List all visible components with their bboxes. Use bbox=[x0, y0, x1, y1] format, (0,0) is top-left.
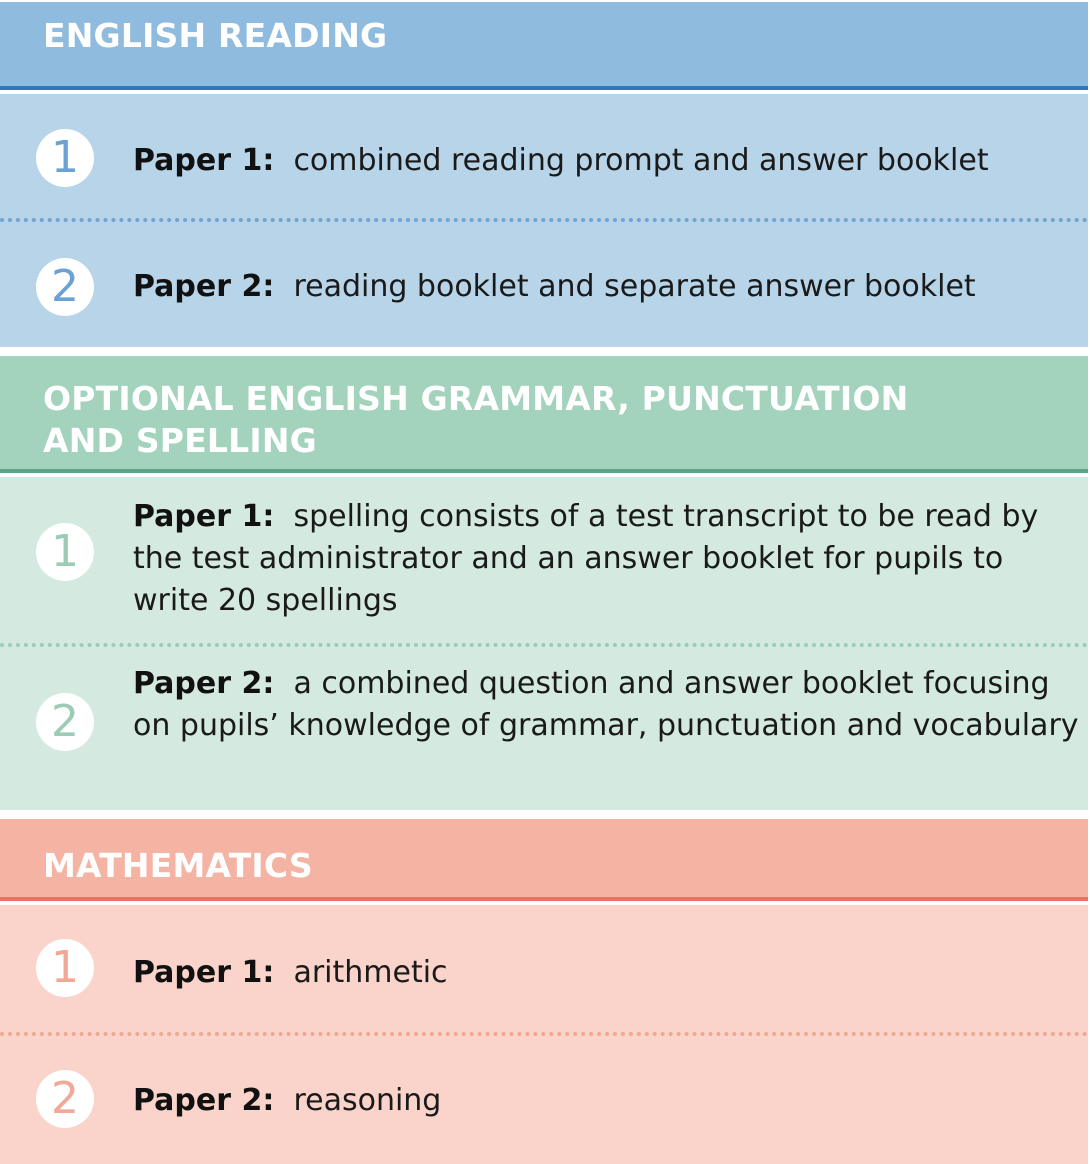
paper-description: reasoning bbox=[293, 1083, 442, 1118]
list-item bbox=[0, 1036, 1088, 1164]
number-badge bbox=[36, 939, 94, 997]
list-item bbox=[0, 222, 1088, 347]
badge-number: 1 bbox=[51, 132, 79, 183]
badge-number: 1 bbox=[51, 526, 79, 577]
section-header bbox=[0, 2, 1088, 90]
section-header bbox=[0, 356, 1088, 473]
paper-description: combined reading prompt and answer booklet bbox=[293, 143, 989, 178]
list-item bbox=[0, 905, 1088, 1032]
badge-number: 2 bbox=[51, 696, 79, 747]
list-item bbox=[0, 647, 1088, 810]
paper-label: Paper 1: bbox=[133, 499, 275, 534]
section-grammar-punctuation-spelling bbox=[0, 356, 1088, 810]
paper-label: Paper 1: bbox=[133, 143, 275, 178]
section-body bbox=[0, 94, 1088, 347]
section-mathematics bbox=[0, 819, 1088, 1164]
badge-number: 2 bbox=[51, 261, 79, 312]
paper-label: Paper 2: bbox=[133, 666, 275, 701]
number-badge bbox=[36, 693, 94, 751]
section-title: MATHEMATICS bbox=[43, 846, 313, 885]
number-badge bbox=[36, 258, 94, 316]
paper-description: spelling consists of a test transcript to be read by the test administrator and an answer booklet for pupils to write 20 spellings bbox=[133, 499, 1039, 618]
paper-description: a combined question and answer booklet focusing on pupils’ knowledge of grammar, punctuation and vocabulary bbox=[133, 666, 1079, 743]
section-body bbox=[0, 477, 1088, 810]
paper-description: arithmetic bbox=[293, 955, 448, 990]
paper-label: Paper 2: bbox=[133, 269, 275, 304]
badge-number: 1 bbox=[51, 942, 79, 993]
number-badge bbox=[36, 523, 94, 581]
section-title-line1: OPTIONAL ENGLISH GRAMMAR, PUNCTUATION bbox=[43, 379, 909, 418]
paper-label: Paper 2: bbox=[133, 1083, 275, 1118]
paper-label: Paper 1: bbox=[133, 955, 275, 990]
badge-number: 2 bbox=[51, 1073, 79, 1124]
number-badge bbox=[36, 129, 94, 187]
section-english-reading bbox=[0, 2, 1088, 347]
paper-description: reading booklet and separate answer booklet bbox=[293, 269, 976, 304]
section-title: ENGLISH READING bbox=[43, 16, 388, 55]
section-title-line2: AND SPELLING bbox=[43, 421, 317, 460]
number-badge bbox=[36, 1070, 94, 1128]
section-body bbox=[0, 905, 1088, 1164]
list-item bbox=[0, 94, 1088, 220]
list-item bbox=[0, 477, 1088, 643]
section-header bbox=[0, 819, 1088, 901]
